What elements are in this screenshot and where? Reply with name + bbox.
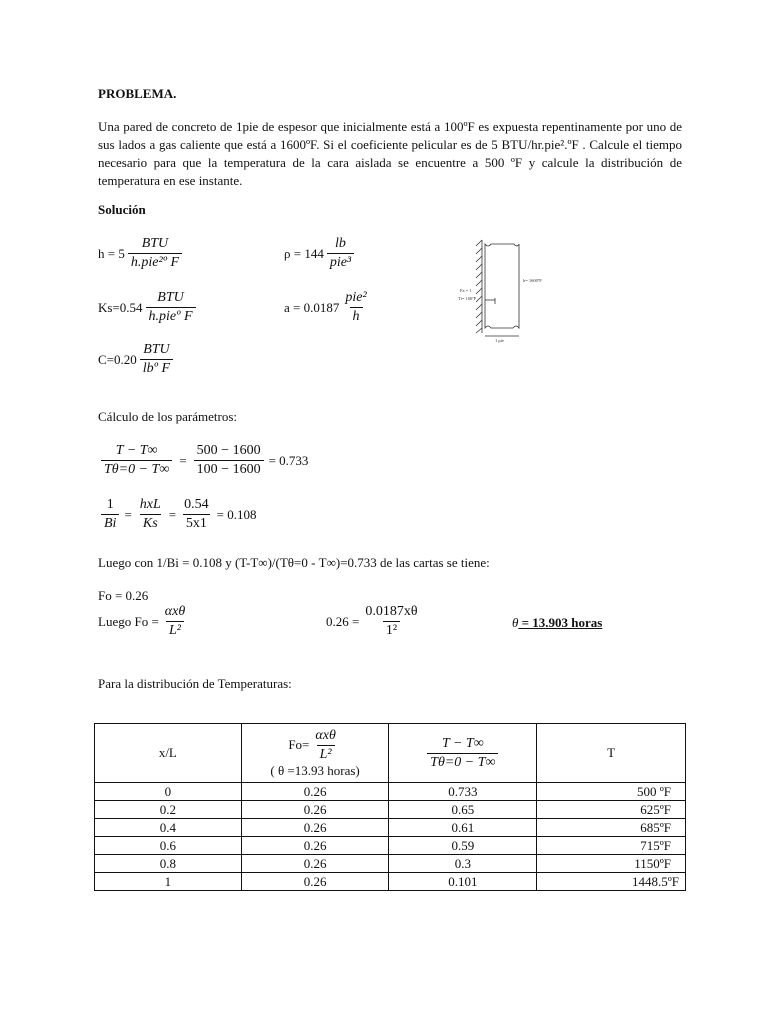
cell-fo: 0.26 — [241, 801, 389, 819]
given-rho-den: pie³ — [327, 253, 354, 271]
cell-xl: 0 — [95, 783, 242, 801]
statement-text: Una pared de concreto de 1pie de espesor que inicialmente está a 100ºF es expuesta repentinamente por uno de sus lados a gas caliente que está a 1600ºF. Si el coeficiente pelicular es de 5 BTU/hr.pie².ºF . Calcule el tiempo necesario para que la temperatura de la cara aislada se encuentre a 500 ºF y calcule la distribución de temperatura en ese instante. — [98, 119, 682, 188]
dist-heading: Para la distribución de Temperaturas: — [98, 676, 292, 691]
eq2-num2: hxL — [139, 497, 161, 512]
cell-ratio: 0.61 — [389, 819, 537, 837]
header-ratio-num: T − T∞ — [441, 735, 484, 751]
cell-t: 625ºF — [537, 801, 686, 819]
given-c-num: BTU — [143, 342, 170, 357]
cell-t: 500 ºF — [537, 783, 686, 801]
header-ratio — [389, 724, 537, 783]
table-row — [95, 801, 686, 819]
given-a-den: h — [350, 307, 363, 325]
given-h-den: h.pie²º F — [128, 253, 182, 271]
fo-line: Fo = 0.26 — [98, 588, 149, 603]
given-h-num: BTU — [141, 236, 169, 251]
figure-label-bottom: 1 pie — [495, 338, 504, 343]
eq1-den2: 100 − 1600 — [194, 460, 264, 478]
cell-ratio: 0.733 — [389, 783, 537, 801]
eq1-equals: = — [179, 452, 187, 468]
header-t: T — [537, 724, 686, 783]
cell-t: 1150ºF — [537, 855, 686, 873]
eq2-num3: 0.54 — [184, 497, 209, 512]
solution-heading: Solución — [98, 202, 146, 217]
table-row — [95, 873, 686, 891]
cell-fo: 0.26 — [241, 873, 389, 891]
cell-xl: 0.8 — [95, 855, 242, 873]
figure-label-left2: Ti= 100ºF — [458, 296, 477, 301]
table-row — [95, 855, 686, 873]
wall-outline — [485, 244, 519, 336]
theta-value: = 13.903 horas — [518, 615, 603, 630]
equation-1 — [98, 443, 308, 478]
fo-eq2-label: 0.26 = — [326, 613, 360, 629]
luego-line: Luego con 1/Bi = 0.108 y (T-T∞)/(Tθ=0 - T∞)=0.733 de las cartas se tiene: — [98, 555, 490, 570]
eq2-equals2: = — [168, 506, 177, 522]
given-h — [98, 236, 185, 271]
theta-symbol: θ — [512, 615, 519, 630]
eq1-num2: 500 − 1600 — [196, 443, 261, 458]
figure-label-right: h= 1600ºF — [523, 278, 542, 283]
table-row — [95, 819, 686, 837]
given-ks-label: Ks=0.54 — [98, 299, 143, 315]
given-a-num: pie² — [345, 290, 367, 305]
eq2-den2: Ks — [140, 514, 161, 532]
given-c-den: lbº F — [140, 359, 173, 377]
header-fo-label: Fo= — [288, 737, 310, 752]
eq2-den: Bi — [101, 514, 119, 532]
cell-xl: 0.4 — [95, 819, 242, 837]
equation-2 — [98, 497, 256, 532]
given-a — [284, 290, 373, 325]
cell-t: 1448.5ºF — [537, 873, 686, 891]
header-fo-note: ( θ =13.93 horas) — [270, 762, 360, 778]
figure-label-left1: Fa = 1 — [460, 288, 472, 293]
cell-ratio: 0.101 — [389, 873, 537, 891]
given-ks-num: BTU — [157, 290, 184, 305]
distribution-table — [94, 723, 686, 891]
cell-xl: 1 — [95, 873, 242, 891]
cell-ratio: 0.59 — [389, 837, 537, 855]
given-h-label: h = 5 — [98, 245, 125, 261]
given-ks-den: h.pieº F — [146, 307, 196, 325]
eq1-result: = 0.733 — [268, 452, 309, 468]
fo-eq-label: Luego Fo = — [98, 613, 159, 629]
fo-eq2-num: 0.0187xθ — [365, 604, 418, 619]
given-c-label: C=0.20 — [98, 351, 137, 367]
header-fo-num: αxθ — [315, 727, 336, 743]
theta-result — [512, 615, 602, 631]
cell-fo: 0.26 — [241, 819, 389, 837]
eq1-den: Tθ=0 − T∞ — [101, 460, 172, 478]
cell-fo: 0.26 — [241, 837, 389, 855]
header-fo — [241, 724, 389, 783]
given-a-label: a = 0.0187 — [284, 299, 340, 315]
cell-fo: 0.26 — [241, 783, 389, 801]
cell-xl: 0.6 — [95, 837, 242, 855]
given-rho-num: lb — [335, 236, 346, 251]
eq2-den3: 5x1 — [183, 514, 210, 532]
given-ks — [98, 290, 199, 325]
cell-fo: 0.26 — [241, 855, 389, 873]
header-ratio-den: Tθ=0 − T∞ — [427, 753, 498, 771]
given-c — [98, 342, 176, 377]
cell-t: 685ºF — [537, 819, 686, 837]
fo-eq2-den: 1² — [383, 621, 400, 639]
table-row — [95, 783, 686, 801]
problem-statement — [98, 118, 682, 190]
cell-ratio: 0.3 — [389, 855, 537, 873]
problem-title: PROBLEMA. — [98, 86, 177, 101]
cell-xl: 0.2 — [95, 801, 242, 819]
fo-eq-den: L² — [166, 621, 184, 639]
fo-eq-num: αxθ — [164, 604, 186, 619]
header-xl: x/L — [95, 724, 242, 783]
wall-diagram — [455, 238, 555, 344]
table-row — [95, 837, 686, 855]
given-rho — [284, 236, 357, 271]
fo-equation — [98, 604, 191, 639]
header-fo-den: L² — [317, 745, 335, 763]
eq1-num: T − T∞ — [115, 443, 158, 458]
given-rho-label: ρ = 144 — [284, 245, 324, 261]
fo-equation-2 — [326, 604, 424, 639]
table-header-row — [95, 724, 686, 783]
cell-t: 715ºF — [537, 837, 686, 855]
cell-ratio: 0.65 — [389, 801, 537, 819]
eq2-num: 1 — [106, 497, 114, 512]
wall-hatch — [476, 240, 482, 333]
calc-heading: Cálculo de los parámetros: — [98, 409, 237, 424]
eq2-equals: = — [124, 506, 132, 522]
eq2-result: = 0.108 — [216, 506, 257, 522]
